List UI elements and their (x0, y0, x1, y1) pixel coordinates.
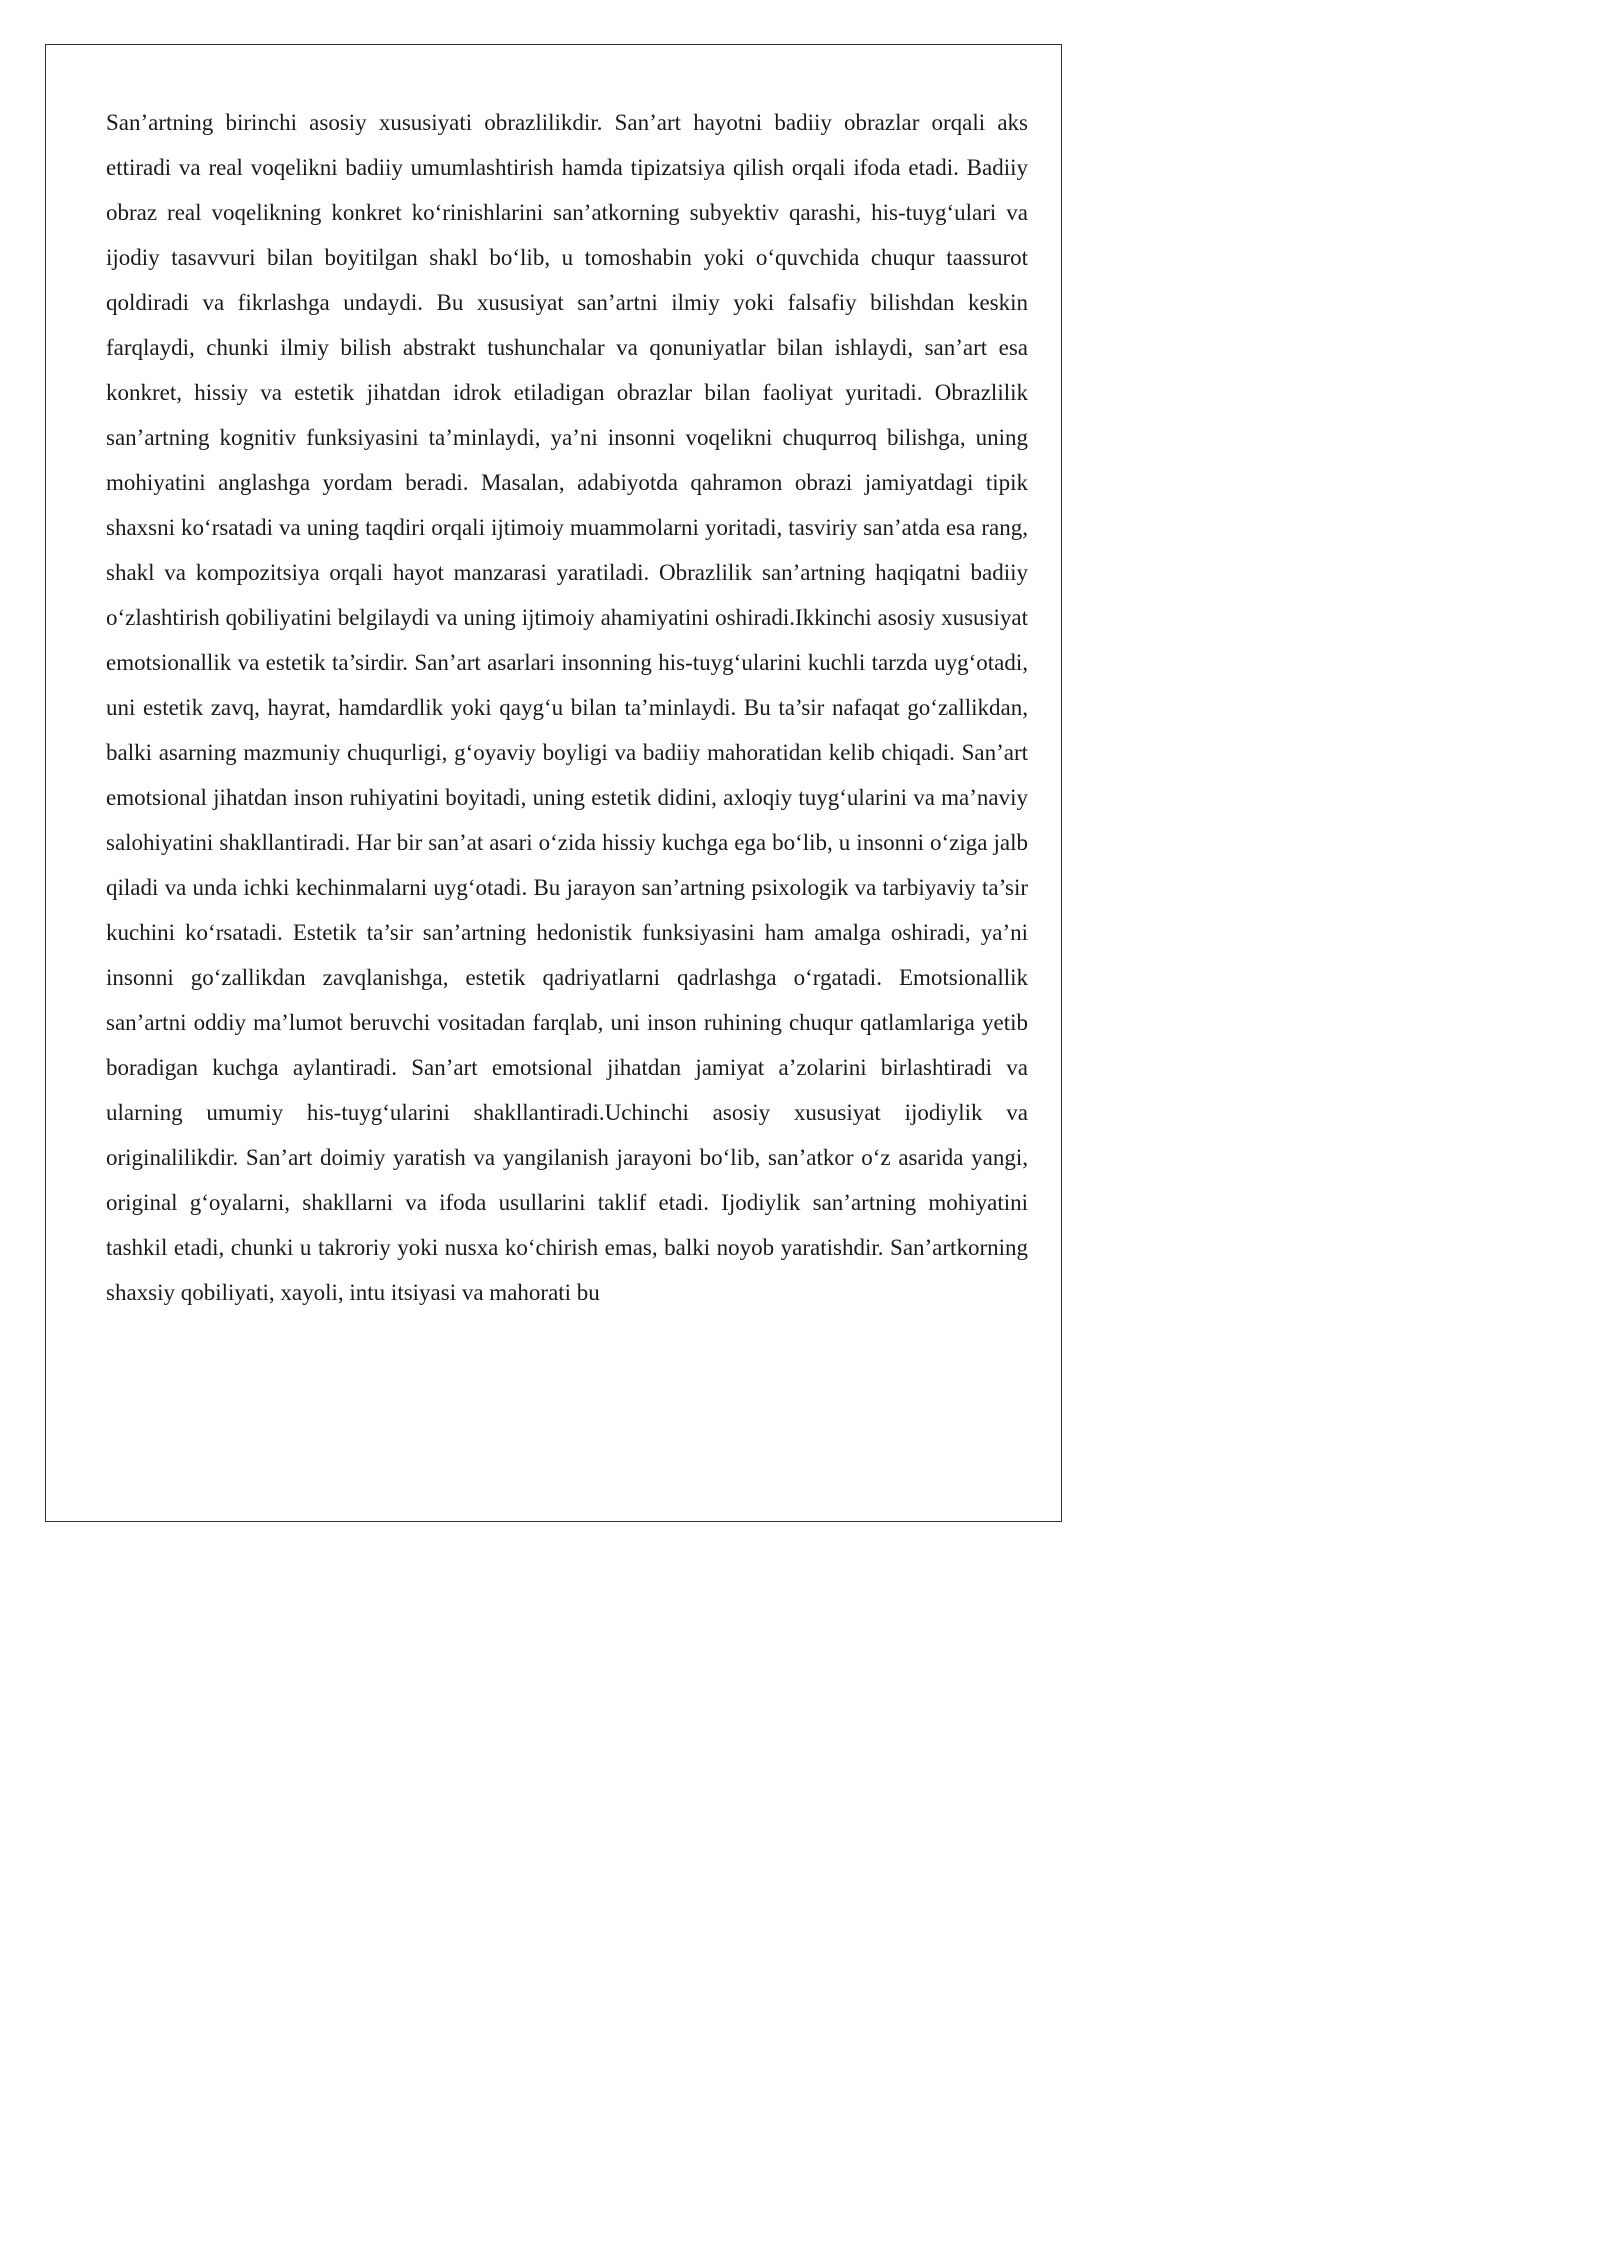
body-paragraph: San’artning birinchi asosiy xususiyati obrazlilikdir. San’art hayotni badiiy obrazlar orqali aks ettiradi va real voqelikni badiiy umumlashtirish hamda tipizatsiya qilish orqali ifoda etadi. Badiiy obraz real voqelikning konkret koʻrinishlarini san’atkorning subyektiv qarashi, his-tuygʻulari va ijodiy tasavvuri bilan boyitilgan shakl boʻlib, u tomoshabin yoki oʻquvchida chuqur taassurot qoldiradi va fikrlashga undaydi. Bu xususiyat san’artni ilmiy yoki falsafiy bilishdan keskin farqlaydi, chunki ilmiy bilish abstrakt tushunchalar va qonuniyatlar bilan ishlaydi, san’art esa konkret, hissiy va estetik jihatdan idrok etiladigan obrazlar bilan faoliyat yuritadi. Obrazlilik san’artning kognitiv funksiyasini ta’minlaydi, ya’ni insonni voqelikni chuqurroq bilishga, uning mohiyatini anglashga yordam beradi. Masalan, adabiyotda qahramon obrazi jamiyatdagi tipik shaxsni koʻrsatadi va uning taqdiri orqali ijtimoiy muammolarni yoritadi, tasviriy san’atda esa rang, shakl va kompozitsiya orqali hayot manzarasi yaratiladi. Obrazlilik san’artning haqiqatni badiiy oʻzlashtirish qobiliyatini belgilaydi va uning ijtimoiy ahamiyatini oshiradi.Ikkinchi asosiy xususiyat emotsionallik va estetik ta’sirdir. San’art asarlari insonning his-tuygʻularini kuchli tarzda uygʻotadi, uni estetik zavq, hayrat, hamdardlik yoki qaygʻu bilan ta’minlaydi. Bu ta’sir nafaqat goʻzallikdan, balki asarning mazmuniy chuqurligi, gʻoyaviy boyligi va badiiy mahoratidan kelib chiqadi. San’art emotsional jihatdan inson ruhiyatini boyitadi, uning estetik didini, axloqiy tuygʻularini va ma’naviy salohiyatini shakllantiradi. Har bir san’at asari oʻzida hissiy kuchga ega boʻlib, u insonni oʻziga jalb qiladi va unda ichki kechinmalarni uygʻotadi. Bu jarayon san’artning psixologik va tarbiyaviy ta’sir kuchini koʻrsatadi. Estetik ta’sir san’artning hedonistik funksiyasini ham amalga oshiradi, ya’ni insonni goʻzallikdan zavqlanishga, estetik qadriyatlarni qadrlashga oʻrgatadi. Emotsionallik san’artni oddiy ma’lumot beruvchi vositadan farqlab, uni inson ruhining chuqur qatlamlariga yetib boradigan kuchga aylantiradi. San’art emotsional jihatdan jamiyat a’zolarini birlashtiradi va ularning umumiy his-tuygʻularini shakllantiradi.Uchinchi asosiy xususiyat ijodiylik va originalilikdir. San’art doimiy yaratish va yangilanish jarayoni boʻlib, san’atkor oʻz asarida yangi, original gʻoyalarni, shakllarni va ifoda usullarini taklif etadi. Ijodiylik san’artning mohiyatini tashkil etadi, chunki u takroriy yoki nusxa koʻchirish emas, balki noyob yaratishdir. San’artkorning shaxsiy qobiliyati, xayoli, intu itsiyasi va mahorati bu (106, 110, 1028, 1305)
